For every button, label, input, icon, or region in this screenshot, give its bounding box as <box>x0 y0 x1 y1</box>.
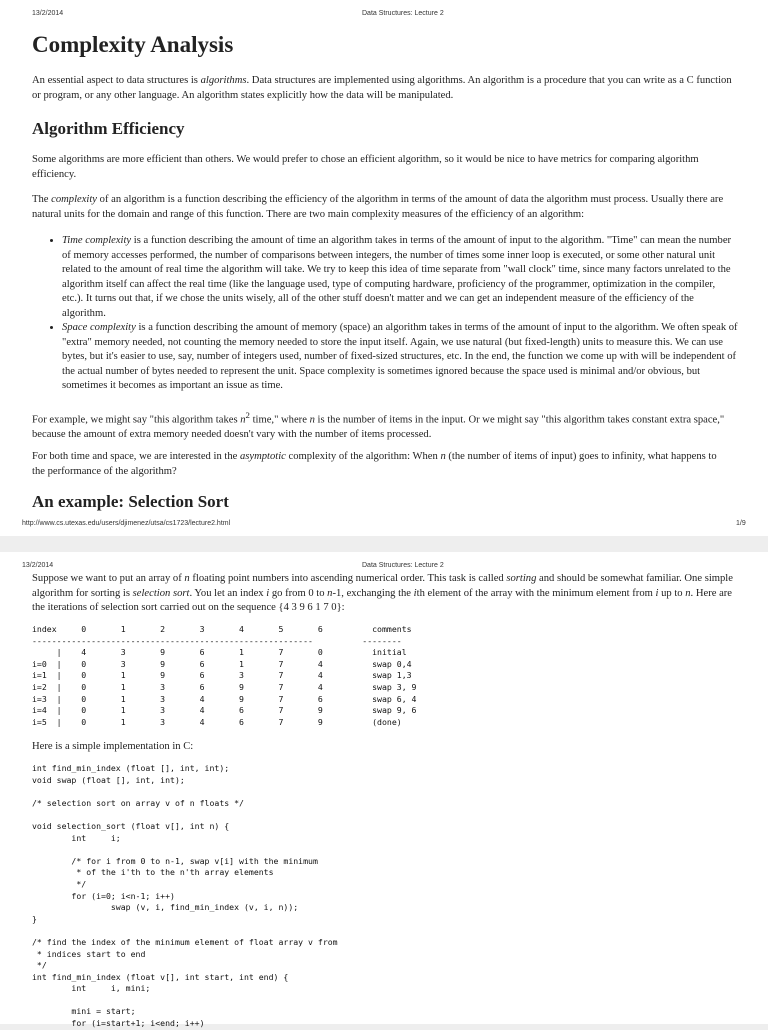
document-page-2 <box>0 552 768 1029</box>
list-item-time-complexity: • Time complexity is a function describing the amount of time an algorithm takes in terms of the amount of input to the algorithm. "Time" can mean the number of memory accesses performed, the number of comparisons between integers, the number of times some inner loop is executed, or some other natural unit related to the amount of real time the algorithm will take. We try to keep this idea of time separate from "wall clock" time, since many factors unrelated to the algorithm itself can affect the real time (like the language used, type of computing hardware, proficiency of the programmer, optimization in the compiler, etc.). It turns out that, if we chose the units wisely, all of the other stuff doesn't matter and we can get an independent measure of the efficiency of the algorithm. <box>62 234 738 321</box>
intro-paragraph: An essential aspect to data structures is algorithms. Data structures are implemented using algorithms. An algorithm is a procedure that you can write as a C function or program, or any other language. An algorithm states explicitly how the data will be manipulated. <box>32 75 732 101</box>
efficiency-paragraph: Some algorithms are more efficient than others. We would prefer to chose an efficient algorithm, so it would be nice to have metrics for comparing algorithm efficiency. <box>32 154 699 180</box>
implementation-label: Here is a simple implementation in C: <box>32 741 194 752</box>
section-heading-efficiency: Algorithm Efficiency <box>32 119 185 138</box>
complexity-measures-list <box>32 234 738 394</box>
page-title: Complexity Analysis <box>32 32 234 57</box>
selection-sort-trace: index 0 1 2 3 4 5 6 comments --------------------------------------------------------- -------- | 4 3 9 6 1 7 0 initial i=0 | 0 3 9 6 1 7 4 swap 0,4 i=1 | 0 1 9 6 3 7 4 swap 1,3 i=2 | 0 1 3 6 9 7 4 swap 3, 9 i=3 | 0 1 3 4 9 7 6 swap 6, 4 i=4 | 0 1 3 4 6 7 9 swap 9, 6 i=5 | 0 1 3 4 6 7 9 (done) <box>32 624 417 727</box>
header-title: Data Structures: Lecture 2 <box>362 562 444 569</box>
list-item-space-complexity: • Space complexity is a function describing the amount of memory (space) an algorithm takes in terms of the amount of input to the algorithm. We often speak of "extra" memory needed, not counting the memory needed to store the input itself. Again, we use natural (but fixed-length) units to measure this. We can use bytes, but it's easier to use, say, number of integers used, number of fixed-sized structures, etc. In the end, the function we come up with will be independent of the actual number of bytes needed to represent the unit. Space complexity is sometimes ignored because the space used is minimal and/or obvious, but sometimes it becomes as important an issue as time. <box>62 321 738 394</box>
footer-page-number: 1/9 <box>736 520 746 527</box>
selection-sort-intro: Suppose we want to put an array of n floating point numbers into ascending numerical order. This task is called sorting and should be somewhat familiar. One simple algorithm for sorting is selection sort. You let an index i go from 0 to n-1, exchanging the ith element of the array with the minimum element from i up to n. Here are the iterations of selection sort carried out on the sequence {4 3 9 6 1 7 0}: <box>32 573 733 613</box>
complexity-paragraph: The complexity of an algorithm is a function describing the efficiency of the algorithm in terms of the amount of data the algorithm must process. Usually there are natural units for the domain and range of this function. There are two main complexity measures of the efficiency of an algorithm: <box>32 194 724 220</box>
asymptotic-paragraph: For both time and space, we are interested in the asymptotic complexity of the algorithm: When n (the number of items of input) goes to infinity, what happens to the performance of the algorithm? <box>32 451 717 477</box>
header-date: 13/2/2014 <box>22 562 54 569</box>
selection-sort-code: int find_min_index (float [], int, int); void swap (float [], int, int); /* selection sort on array v of n floats */ void selection_sort (float v[], int n) { int i; /* for i from 0 to n-1, swap v[i] with the minimum * of the i'th to the n'th array elements */ for (i=0; i<n-1; i++) swap (v, i, find_min_index (v, i, n)); } /* find the index of the minimum element of float array v from * indices start to end */ int find_min_index (float v[], int start, int end) { int i, mini; mini = start; for (i=start+1; i<end; i++) <box>32 763 338 1029</box>
header-title: Data Structures: Lecture 2 <box>362 10 444 17</box>
footer-url: http://www.cs.utexas.edu/users/djimenez/utsa/cs1723/lecture2.html <box>22 520 231 527</box>
example-paragraph: For example, we might say "this algorithm takes $n^2$ time," where n is the number of items in the input. Or we might say "this algorithm takes constant extra space," because the amount of extra memory needed doesn't vary with the number of items processed. <box>32 410 725 441</box>
section-heading-example: An example: Selection Sort <box>32 492 229 511</box>
header-date: 13/2/2014 <box>32 10 64 17</box>
